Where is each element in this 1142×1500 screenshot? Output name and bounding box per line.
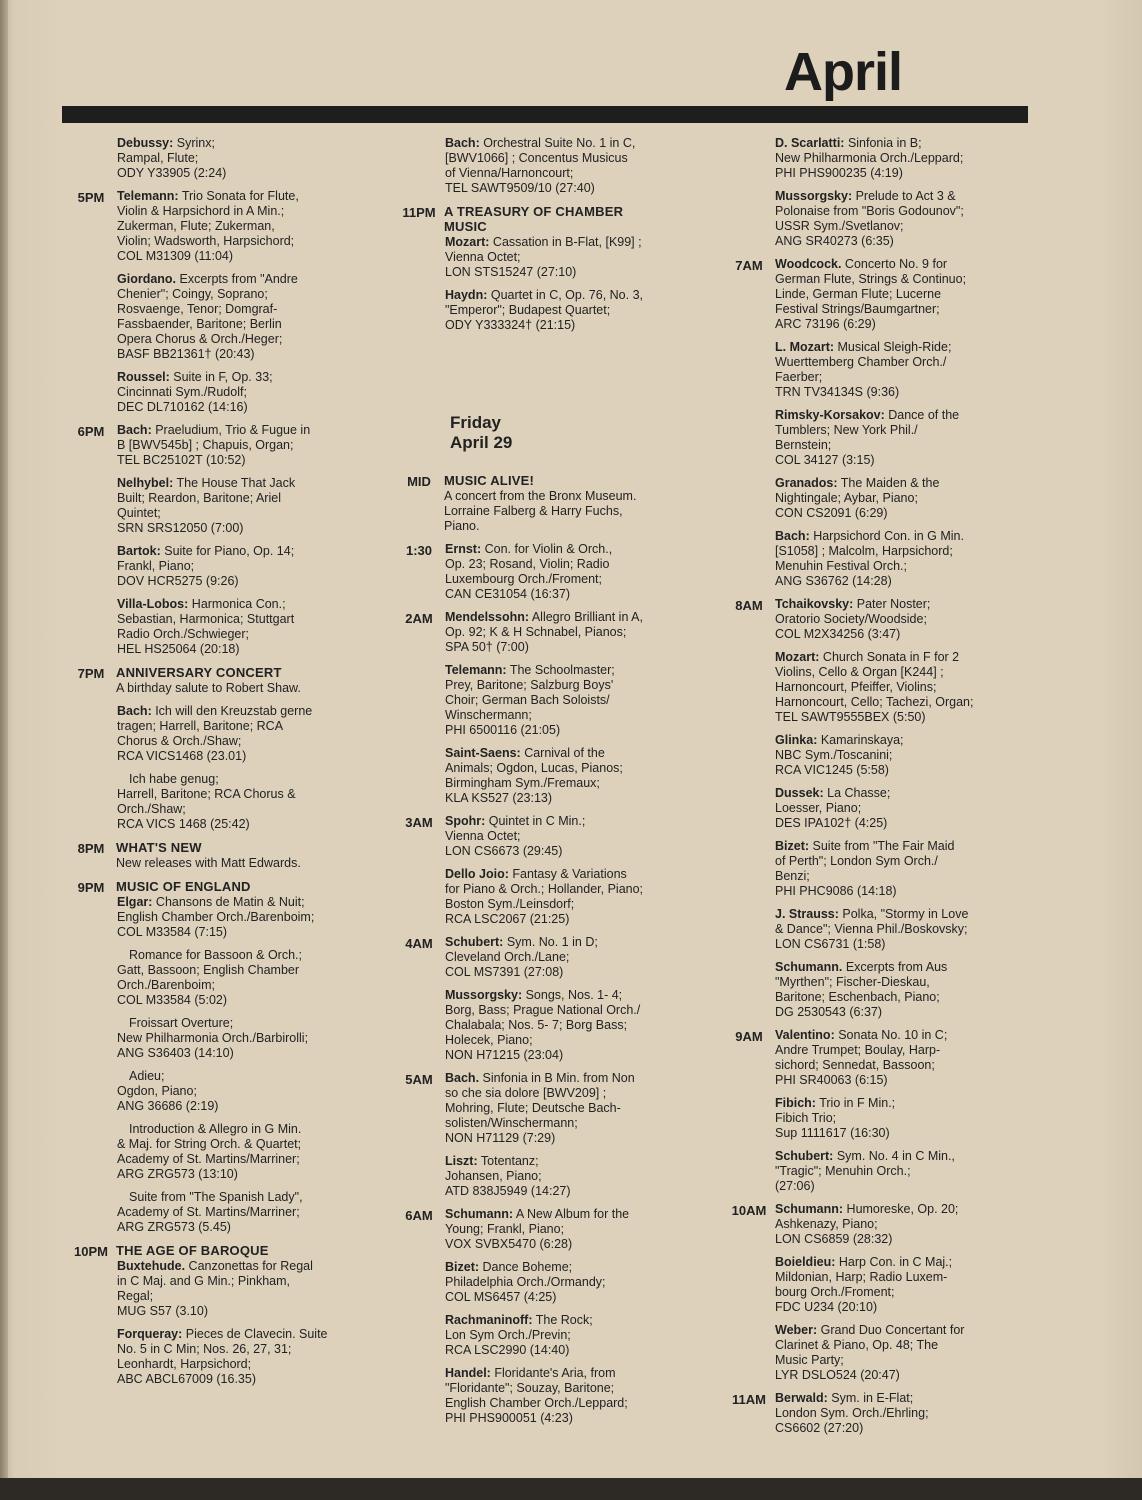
composer-name: Forqueray: bbox=[117, 1327, 183, 1341]
listing-entry bbox=[444, 288, 694, 333]
slot-body bbox=[444, 814, 694, 935]
composer-name: Telemann: bbox=[117, 189, 179, 203]
time-label: MID bbox=[407, 474, 431, 489]
listing-details: Harpsichord Con. in G Min. [S1058] ; Malcolm, Harpsichord; Menuhin Festival Orch.; ANG S36762 (14:28) bbox=[775, 529, 964, 588]
listing-details: Romance for Bassoon & Orch.; Gatt, Bassoon; English Chamber Orch./Barenboim; COL M33584 (5:02) bbox=[117, 948, 302, 1007]
listing-entry bbox=[774, 408, 1024, 468]
listing-details: Quartet in C, Op. 76, No. 3, "Emperor"; Budapest Quartet; ODY Y333324† (21:15) bbox=[445, 288, 644, 332]
time-label: 1:30 bbox=[405, 543, 433, 558]
listing-entry bbox=[774, 1096, 1024, 1141]
listing-details: The Maiden & the Nightingale; Aybar, Piano; CON CS2091 (6:29) bbox=[775, 476, 940, 520]
listing-entry bbox=[116, 1190, 366, 1235]
program-description: A concert from the Bronx Museum. Lorraine Falberg & Harry Fuchs, Piano. bbox=[444, 489, 637, 533]
listing-entry bbox=[444, 1260, 694, 1305]
listing-details: Trio in F Min.; Fibich Trio; Sup 1111617 (16:30) bbox=[775, 1096, 896, 1140]
composer-name: D. Scarlatti: bbox=[775, 136, 845, 150]
composer-name: Fibich: bbox=[775, 1096, 816, 1110]
time-label bbox=[724, 136, 774, 137]
listing-details: Orchestral Suite No. 1 in C, [BWV1066] ; Concentus Musicus of Vienna/Harnoncourt; TEL SAWT9509/10 (27:40) bbox=[445, 136, 636, 195]
listing-entry bbox=[774, 839, 1024, 899]
composer-name: Schubert: bbox=[775, 1149, 834, 1163]
listing-entry bbox=[444, 746, 694, 806]
slot-body bbox=[444, 1071, 694, 1207]
composer-name: L. Mozart: bbox=[775, 340, 835, 354]
listing-entry bbox=[444, 610, 694, 655]
listing-details: Ich will den Kreuzstab gerne tragen; Harrell, Baritone; RCA Chorus & Orch./Shaw; RCA VICS1468 (23.01) bbox=[117, 704, 313, 763]
time-slot bbox=[724, 597, 1024, 1028]
listing-details: Totentanz; Johansen, Piano; ATD 838J5949 (14:27) bbox=[445, 1154, 571, 1198]
listing-details: Ich habe genug; Harrell, Baritone; RCA Chorus & Orch./Shaw; RCA VICS 1468 (25:42) bbox=[117, 772, 296, 831]
slot-body bbox=[774, 136, 1024, 257]
composer-name: Bach: bbox=[775, 529, 810, 543]
listing-details: Froissart Overture; New Philharmonia Orch./Barbirolli; ANG S36403 (14:10) bbox=[117, 1016, 309, 1060]
composer-name: Rachmaninoff: bbox=[445, 1313, 533, 1327]
listing-entry bbox=[116, 136, 366, 181]
listing-entry bbox=[774, 257, 1024, 332]
composer-name: Haydn: bbox=[445, 288, 488, 302]
composer-name: Buxtehude. bbox=[117, 1259, 186, 1273]
listing-entry bbox=[774, 650, 1024, 725]
time-label: 3AM bbox=[405, 815, 433, 830]
composer-name: Granados: bbox=[775, 476, 838, 490]
listing-details: Suite from "The Fair Maid of Perth"; London Sym Orch./ Benzi; PHI PHC9086 (14:18) bbox=[775, 839, 955, 898]
composer-name: Villa-Lobos: bbox=[117, 597, 189, 611]
composer-name: Bizet: bbox=[775, 839, 810, 853]
slot-body bbox=[116, 665, 366, 840]
listing-details: Trio Sonata for Flute, Violin & Harpsichord in A Min.; Zukerman, Flute; Zukerman, Violin; Wadsworth, Harpsichord; COL M31309 (11:04) bbox=[117, 189, 299, 263]
listing-entry bbox=[444, 867, 694, 927]
listing-entry bbox=[116, 370, 366, 415]
composer-name: Bartok: bbox=[117, 544, 161, 558]
composer-name: Berwald: bbox=[775, 1391, 828, 1405]
time-slot bbox=[66, 136, 366, 189]
listing-entry bbox=[116, 1122, 366, 1182]
slot-body bbox=[116, 136, 366, 189]
listing-entry bbox=[444, 136, 694, 196]
slot-body bbox=[116, 879, 366, 1243]
composer-name: Schumann. bbox=[775, 960, 843, 974]
time-slot bbox=[724, 136, 1024, 257]
page-binding bbox=[0, 0, 8, 1500]
listing-entry bbox=[444, 1071, 694, 1146]
composer-name: Schubert: bbox=[445, 935, 504, 949]
time-label: 9PM bbox=[77, 880, 105, 895]
listing-entry bbox=[116, 423, 366, 468]
listing-details: Cassation in B-Flat, [K99] ; Vienna Octet; LON STS15247 (27:10) bbox=[445, 235, 642, 279]
time-label: 6AM bbox=[405, 1208, 433, 1223]
slot-body bbox=[774, 1028, 1024, 1202]
listing-details: Praeludium, Trio & Fugue in B [BWV545b] ; Chapuis, Organ; TEL BC25102T (10:52) bbox=[117, 423, 311, 467]
time-slot bbox=[394, 935, 694, 1071]
listing-details: Sym. in E-Flat; London Sym. Orch./Ehrling; CS6602 (27:20) bbox=[775, 1391, 929, 1435]
listing-details: Pater Noster; Oratorio Society/Woodside; COL M2X34256 (3:47) bbox=[775, 597, 931, 641]
listing-details: Excerpts from Aus "Myrthen"; Fischer-Dieskau, Baritone; Eschenbach, Piano; DG 2530543 (6:37) bbox=[775, 960, 948, 1019]
listing-entry bbox=[116, 1259, 366, 1319]
listing-entry bbox=[444, 814, 694, 859]
composer-name: Handel: bbox=[445, 1366, 491, 1380]
listing-entry bbox=[116, 948, 366, 1008]
time-slot bbox=[66, 879, 366, 1243]
listing-entry bbox=[774, 340, 1024, 400]
listing-details: Grand Duo Concertant for Clarinet & Piano, Op. 48; The Music Party; LYR DSLO524 (20:47) bbox=[775, 1323, 965, 1382]
listing-details: Concerto No. 9 for German Flute, Strings & Continuo; Linde, German Flute; Lucerne Festival Strings/Baumgartner; ARC 73196 (6:29) bbox=[775, 257, 967, 331]
program-title: ANNIVERSARY CONCERT bbox=[116, 665, 282, 680]
composer-name: Mozart: bbox=[445, 235, 490, 249]
time-slot bbox=[394, 473, 694, 542]
time-slot bbox=[394, 1071, 694, 1207]
time-slot bbox=[724, 1391, 1024, 1444]
slot-body bbox=[444, 473, 694, 542]
composer-name: Woodcock. bbox=[775, 257, 842, 271]
listing-details: Sym. No. 1 in D; Cleveland Orch./Lane; COL MS7391 (27:08) bbox=[445, 935, 598, 979]
listing-details: Sym. No. 4 in C Min., "Tragic"; Menuhin Orch.; (27:06) bbox=[775, 1149, 955, 1193]
slot-body bbox=[444, 542, 694, 610]
listing-details: Sinfonia in B Min. from Non so che sia dolore [BWV209] ; Mohring, Flute; Deutsche Bach- solisten/Winschermann; NON H71129 (7:29) bbox=[445, 1071, 635, 1145]
listing-details: Humoreske, Op. 20; Ashkenazy, Piano; LON CS6859 (28:32) bbox=[775, 1202, 959, 1246]
composer-name: Spohr: bbox=[445, 814, 486, 828]
month-title: April bbox=[783, 42, 902, 102]
time-slot bbox=[66, 840, 366, 879]
composer-name: Weber: bbox=[775, 1323, 818, 1337]
composer-name: Mussorgsky: bbox=[775, 189, 853, 203]
composer-name: Ernst: bbox=[445, 542, 482, 556]
time-label: 9AM bbox=[735, 1029, 763, 1044]
time-slot bbox=[394, 542, 694, 610]
composer-name: Roussel: bbox=[117, 370, 170, 384]
time-label: 2AM bbox=[405, 611, 433, 626]
program-title: WHAT'S NEW bbox=[116, 840, 202, 855]
composer-name: Bach: bbox=[445, 136, 480, 150]
time-slot bbox=[394, 610, 694, 814]
listing-entry bbox=[116, 597, 366, 657]
listing-details: Dance of the Tumblers; New York Phil./ Bernstein; COL 34127 (3:15) bbox=[775, 408, 960, 467]
schedule-column-1 bbox=[66, 136, 366, 1395]
listing-entry bbox=[444, 1154, 694, 1199]
composer-name: Nelhybel: bbox=[117, 476, 174, 490]
listing-entry bbox=[116, 704, 366, 764]
time-slot bbox=[394, 814, 694, 935]
header-rule bbox=[62, 106, 1028, 123]
time-label: 5AM bbox=[405, 1072, 433, 1087]
composer-name: Debussy: bbox=[117, 136, 174, 150]
composer-name: Bizet: bbox=[445, 1260, 480, 1274]
listing-entry bbox=[116, 272, 366, 362]
composer-name: Rimsky-Korsakov: bbox=[775, 408, 885, 422]
listing-details: A New Album for the Young; Frankl, Piano; VOX SVBX5470 (6:28) bbox=[445, 1207, 630, 1251]
listing-details: Polka, "Stormy in Love & Dance"; Vienna Phil./Boskovsky; LON CS6731 (1:58) bbox=[775, 907, 969, 951]
composer-name: Mussorgsky: bbox=[445, 988, 523, 1002]
program-description: New releases with Matt Edwards. bbox=[116, 856, 301, 870]
composer-name: Giordano. bbox=[117, 272, 177, 286]
composer-name: Dello Joio: bbox=[445, 867, 509, 881]
listing-details: Suite from "The Spanish Lady", Academy of St. Martins/Marriner; ARG ZRG573 (5.45) bbox=[117, 1190, 303, 1234]
listing-entry bbox=[774, 733, 1024, 778]
slot-body bbox=[774, 257, 1024, 597]
listing-details: Adieu; Ogdon, Piano; ANG 36686 (2:19) bbox=[117, 1069, 219, 1113]
listing-entry bbox=[116, 1327, 366, 1387]
listing-entry bbox=[116, 476, 366, 536]
slot-body bbox=[444, 204, 694, 341]
time-slot bbox=[724, 1202, 1024, 1391]
listing-details: Dance Boheme; Philadelphia Orch./Ormandy; COL MS6457 (4:25) bbox=[445, 1260, 606, 1304]
composer-name: J. Strauss: bbox=[775, 907, 839, 921]
listing-entry bbox=[116, 1016, 366, 1061]
composer-name: Dussek: bbox=[775, 786, 824, 800]
listing-entry bbox=[774, 1391, 1024, 1436]
listing-entry bbox=[774, 960, 1024, 1020]
listing-entry bbox=[444, 663, 694, 738]
listing-details: Canzonettas for Regal in C Maj. and G Min.; Pinkham, Regal; MUG S57 (3.10) bbox=[117, 1259, 313, 1318]
slot-body bbox=[444, 610, 694, 814]
composer-name: Liszt: bbox=[445, 1154, 478, 1168]
program-title: MUSIC OF ENGLAND bbox=[116, 879, 251, 894]
composer-name: Tchaikovsky: bbox=[775, 597, 854, 611]
listing-details: Kamarinskaya; NBC Sym./Toscanini; RCA VIC1245 (5:58) bbox=[775, 733, 904, 777]
listing-entry bbox=[116, 772, 366, 832]
program-title: THE AGE OF BAROQUE bbox=[116, 1243, 269, 1258]
listing-entry bbox=[116, 544, 366, 589]
listing-details: The Schoolmaster; Prey, Baritone; Salzburg Boys' Choir; German Bach Soloists/ Winschermann; PHI 6500116 (21:05) bbox=[445, 663, 615, 737]
time-slot bbox=[66, 665, 366, 840]
listing-entry bbox=[774, 1323, 1024, 1383]
listing-details: Con. for Violin & Orch., Op. 23; Rosand, Violin; Radio Luxembourg Orch./Froment; CAN CE31054 (16:37) bbox=[445, 542, 613, 601]
listing-entry bbox=[116, 1069, 366, 1114]
listing-details: Introduction & Allegro in G Min. & Maj. for String Orch. & Quartet; Academy of St. Martins/Marriner; ARG ZRG573 (13:10) bbox=[117, 1122, 302, 1181]
time-label: 7AM bbox=[735, 258, 763, 273]
composer-name: Schumann: bbox=[445, 1207, 514, 1221]
listing-details: La Chasse; Loesser, Piano; DES IPA102† (4:25) bbox=[775, 786, 891, 830]
listing-details: Songs, Nos. 1- 4; Borg, Bass; Prague National Orch./ Chalabala; Nos. 5- 7; Borg Bass; Holecek, Piano; NON H71215 (23:04) bbox=[445, 988, 641, 1062]
listing-entry bbox=[774, 786, 1024, 831]
time-slot bbox=[724, 257, 1024, 597]
listing-entry bbox=[444, 235, 694, 280]
listing-details: Prelude to Act 3 & Polonaise from "Boris Godounov"; USSR Sym./Svetlanov; ANG SR40273 (6:35) bbox=[775, 189, 964, 248]
listing-details: Pieces de Clavecin. Suite No. 5 in C Min; Nos. 26, 27, 31; Leonhardt, Harpsichord; ABC ABCL67009 (16.35) bbox=[117, 1327, 328, 1386]
listing-details: Fantasy & Variations for Piano & Orch.; Hollander, Piano; Boston Sym./Leinsdorf; RCA LSC2067 (21:25) bbox=[445, 867, 644, 926]
listing-details: Chansons de Matin & Nuit; English Chamber Orch./Barenboim; COL M33584 (7:15) bbox=[117, 895, 315, 939]
slot-body bbox=[444, 1207, 694, 1434]
listing-details: Musical Sleigh-Ride; Wuerttemberg Chamber Orch./ Faerber; TRN TV34134S (9:36) bbox=[775, 340, 952, 399]
time-slot bbox=[724, 1028, 1024, 1202]
composer-name: Mendelssohn: bbox=[445, 610, 530, 624]
listing-details: Harp Con. in C Maj.; Mildonian, Harp; Radio Luxem- bourg Orch./Froment; FDC U234 (20:10) bbox=[775, 1255, 953, 1314]
time-label: 4AM bbox=[405, 936, 433, 951]
listing-entry bbox=[116, 189, 366, 264]
program-description: A birthday salute to Robert Shaw. bbox=[116, 681, 301, 695]
listing-entry bbox=[444, 1313, 694, 1358]
listing-entry bbox=[444, 1366, 694, 1426]
listing-entry bbox=[774, 476, 1024, 521]
composer-name: Schumann: bbox=[775, 1202, 844, 1216]
listing-entry bbox=[774, 1028, 1024, 1088]
slot-body bbox=[774, 1391, 1024, 1444]
listing-details: Sonata No. 10 in C; Andre Trumpet; Boulay, Harp- sichord; Sennedat, Bassoon; PHI SR40063 (6:15) bbox=[775, 1028, 948, 1087]
slot-body bbox=[444, 136, 694, 204]
time-label: 8AM bbox=[735, 598, 763, 613]
slot-body bbox=[444, 935, 694, 1071]
time-slot bbox=[66, 1243, 366, 1395]
time-slot bbox=[394, 204, 694, 341]
time-label: 11AM bbox=[732, 1392, 766, 1407]
listing-details: Carnival of the Animals; Ogdon, Lucas, Pianos; Birmingham Sym./Fremaux; KLA KS527 (23:13) bbox=[445, 746, 623, 805]
listing-entry bbox=[774, 1149, 1024, 1194]
listing-details: Allegro Brilliant in A, Op. 92; K & H Schnabel, Pianos; SPA 50† (7:00) bbox=[445, 610, 643, 654]
time-label: 6PM bbox=[77, 424, 105, 439]
listing-entry bbox=[444, 988, 694, 1063]
listing-details: Excerpts from "Andre Chenier"; Coingy, Soprano; Rosvaenge, Tenor; Domgraf- Fassbaender, Baritone; Berlin Opera Chorus & Orch./Heger; BASF BB21361† (20:43) bbox=[117, 272, 298, 361]
listing-entry bbox=[444, 542, 694, 602]
listing-details: Harmonica Con.; Sebastian, Harmonica; Stuttgart Radio Orch./Schwieger; HEL HS25064 (20:18) bbox=[117, 597, 295, 656]
composer-name: Bach: bbox=[117, 423, 152, 437]
time-slot bbox=[394, 1207, 694, 1434]
composer-name: Saint-Saens: bbox=[445, 746, 521, 760]
time-label bbox=[394, 136, 444, 137]
composer-name: Bach. bbox=[445, 1071, 480, 1085]
time-label: 10PM bbox=[74, 1244, 108, 1259]
time-label: 8PM bbox=[77, 841, 105, 856]
time-slot bbox=[66, 189, 366, 423]
time-slot bbox=[394, 136, 694, 204]
listing-details: Suite in F, Op. 33; Cincinnati Sym./Rudolf; DEC DL710162 (14:16) bbox=[117, 370, 273, 414]
composer-name: Bach: bbox=[117, 704, 152, 718]
day-heading: Friday April 29 bbox=[450, 413, 513, 452]
time-slot bbox=[66, 423, 366, 665]
time-label: 7PM bbox=[77, 666, 105, 681]
slot-body bbox=[116, 840, 366, 879]
listing-entry bbox=[774, 597, 1024, 642]
listing-details: Church Sonata in F for 2 Violins, Cello & Organ [K244] ; Harnoncourt, Pfeiffer, Violins; Harnoncourt, Cello; Tachezi, Organ; TEL SAWT9555BEX (5:50) bbox=[775, 650, 974, 724]
time-label bbox=[66, 136, 116, 137]
listing-entry bbox=[444, 935, 694, 980]
listing-details: The House That Jack Built; Reardon, Baritone; Ariel Quintet; SRN SRS12050 (7:00) bbox=[117, 476, 296, 535]
program-title: MUSIC ALIVE! bbox=[444, 473, 535, 488]
schedule-column-3 bbox=[724, 136, 1024, 1444]
listing-entry bbox=[774, 136, 1024, 181]
composer-name: Boieldieu: bbox=[775, 1255, 836, 1269]
listing-entry bbox=[774, 1202, 1024, 1247]
time-label: 5PM bbox=[77, 190, 105, 205]
listing-details: Floridante's Aria, from "Floridante"; Souzay, Baritone; English Chamber Orch./Leppard; PHI PHS900051 (4:23) bbox=[445, 1366, 628, 1425]
listing-entry bbox=[444, 1207, 694, 1252]
listing-details: Suite for Piano, Op. 14; Frankl, Piano; DOV HCR5275 (9:26) bbox=[117, 544, 295, 588]
listing-entry bbox=[774, 529, 1024, 589]
composer-name: Glinka: bbox=[775, 733, 818, 747]
listing-entry bbox=[774, 1255, 1024, 1315]
listing-entry bbox=[116, 895, 366, 940]
slot-body bbox=[116, 1243, 366, 1395]
time-label: 10AM bbox=[731, 1203, 767, 1218]
composer-name: Mozart: bbox=[775, 650, 820, 664]
slot-body bbox=[116, 423, 366, 665]
listing-details: Syrinx; Rampal, Flute; ODY Y33905 (2:24) bbox=[117, 136, 227, 180]
composer-name: Telemann: bbox=[445, 663, 507, 677]
slot-body bbox=[116, 189, 366, 423]
program-title: A TREASURY OF CHAMBER MUSIC bbox=[444, 204, 624, 234]
composer-name: Elgar: bbox=[117, 895, 153, 909]
page-bottom-edge bbox=[0, 1478, 1142, 1500]
schedule-column-2 bbox=[394, 136, 694, 1434]
listing-entry bbox=[774, 189, 1024, 249]
listing-entry bbox=[774, 907, 1024, 952]
listing-details: Quintet in C Min.; Vienna Octet; LON CS6673 (29:45) bbox=[445, 814, 586, 858]
composer-name: Valentino: bbox=[775, 1028, 835, 1042]
listing-details: The Rock; Lon Sym Orch./Previn; RCA LSC2990 (14:40) bbox=[445, 1313, 593, 1357]
slot-body bbox=[774, 1202, 1024, 1391]
slot-body bbox=[774, 597, 1024, 1028]
listing-details: Sinfonia in B; New Philharmonia Orch./Leppard; PHI PHS900235 (4:19) bbox=[775, 136, 964, 180]
time-label: 11PM bbox=[402, 205, 436, 220]
